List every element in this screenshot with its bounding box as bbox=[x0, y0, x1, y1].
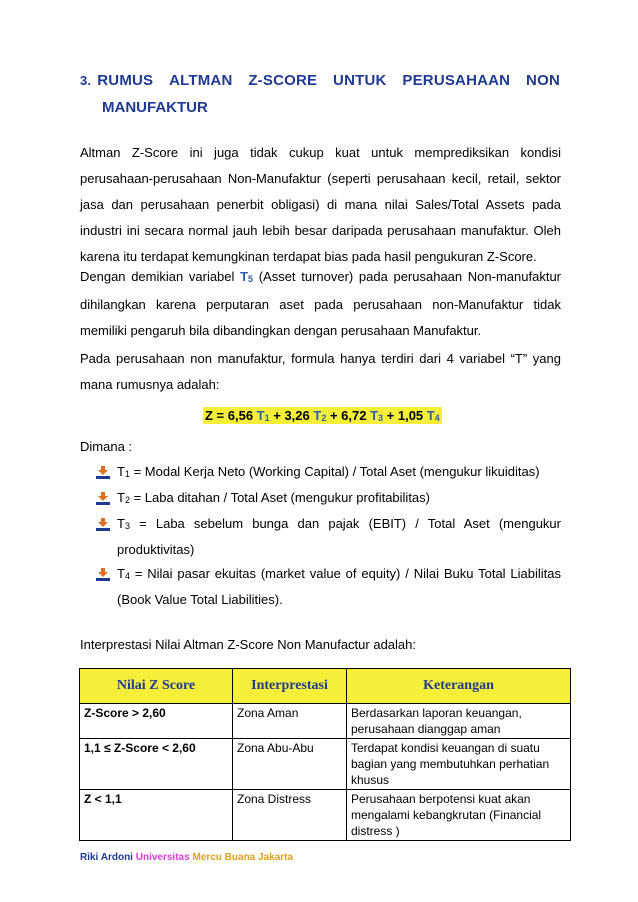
column-header: Nilai Z Score bbox=[80, 669, 233, 704]
column-header: Keterangan bbox=[347, 669, 571, 704]
section-heading bbox=[80, 72, 560, 116]
paragraph-variable-removal: Dengan demikian variabel $T_5$ (Asset turnover) pada perusahaan Non-manufaktur dihilangkan karena perputaran aset pada perusahaan non-Manufaktur tidak memiliki pengaruh bila dibandingkan dengan perusahaan Manufaktur. bbox=[80, 269, 561, 338]
section-number: 3. bbox=[80, 73, 92, 88]
table-header-row bbox=[80, 669, 571, 704]
heading-word: ALTMAN bbox=[169, 72, 233, 89]
list-item: $T_3$ = Laba sebelum bunga dan pajak (EBIT) / Total Aset (mengukur produktivitas) bbox=[96, 512, 561, 562]
table-cell: Berdasarkan laporan keuangan, perusahaan dianggap aman bbox=[347, 704, 571, 739]
table-row bbox=[80, 739, 571, 790]
author-name: Riki Ardoni bbox=[80, 852, 133, 863]
university-name: Mercu Buana Jakarta bbox=[192, 852, 294, 863]
table-row bbox=[80, 704, 571, 739]
heading-line-1 bbox=[80, 72, 560, 89]
list-item: $T_1$ = Modal Kerja Neto (Working Capital) / Total Aset (mengukur likuiditas) bbox=[96, 460, 561, 486]
paragraph-intro: Altman Z-Score ini juga tidak cukup kuat untuk memprediksikan kondisi perusahaan-perusahaan Non-Manufaktur (seperti perusahaan kecil, retail, sektor jasa dan perusahaan penerbit obligasi) di mana nilai Sales/Total Assets pada industri ini secara normal jauh lebih besar daripada perusahaan manufaktur. Oleh karena itu terdapat kemungkinan terdapat bias pada hasil pengukuran Z-Score. bbox=[80, 145, 561, 264]
dimana-label: Dimana : bbox=[80, 439, 133, 454]
heading-word: PERUSAHAAN bbox=[402, 72, 511, 89]
heading-word: Z-SCORE bbox=[248, 72, 318, 89]
table-intro: Interprestasi Nilai Altman Z-Score Non Manufactur adalah: bbox=[80, 637, 416, 652]
heading-word: NON bbox=[526, 72, 560, 89]
table-cell: Z < 1,1 bbox=[80, 790, 233, 841]
table-cell: Zona Distress bbox=[233, 790, 347, 841]
variable-t5: $T_5$ bbox=[240, 269, 254, 284]
table-cell: 1,1 ≤ Z-Score < 2,60 bbox=[80, 739, 233, 790]
heading-word: RUMUS bbox=[97, 72, 154, 89]
arrow-bullet-icon bbox=[96, 568, 110, 582]
column-header: Interprestasi bbox=[233, 669, 347, 704]
arrow-bullet-icon bbox=[96, 518, 110, 532]
arrow-bullet-icon bbox=[96, 466, 110, 480]
list-item: $T_4$ = Nilai pasar ekuitas (market value of equity) / Nilai Buku Total Liabilitas (Book Value Total Liabilities). bbox=[96, 562, 561, 612]
table-cell: Z-Score > 2,60 bbox=[80, 704, 233, 739]
table-cell: Zona Aman bbox=[233, 704, 347, 739]
page-footer bbox=[80, 852, 293, 863]
variable-list bbox=[96, 460, 561, 612]
table-row bbox=[80, 790, 571, 841]
table-cell: Zona Abu-Abu bbox=[233, 739, 347, 790]
paragraph-formula-intro: Pada perusahaan non manufaktur, formula hanya terdiri dari 4 variabel “T” yang mana rumusnya adalah: bbox=[80, 351, 561, 392]
z-score-formula: Z = 6,56 $T_1 + 3,26$ $T_2 + 6,72$ $T_3 + 1,05$ $T_4$ bbox=[205, 408, 440, 423]
university-label: Universitas bbox=[135, 852, 190, 863]
z-score-interpretation-table bbox=[79, 668, 571, 841]
heading-word: UNTUK bbox=[333, 72, 387, 89]
table-cell: Perusahaan berpotensi kuat akan mengalami kebangkrutan (Financial distress ) bbox=[347, 790, 571, 841]
list-item: $T_2$ = Laba ditahan / Total Aset (mengukur profitabilitas) bbox=[96, 486, 561, 512]
arrow-bullet-icon bbox=[96, 492, 110, 506]
table-cell: Terdapat kondisi keuangan di suatu bagian yang membutuhkan perhatian khusus bbox=[347, 739, 571, 790]
heading-line-2: MANUFAKTUR bbox=[102, 99, 208, 116]
